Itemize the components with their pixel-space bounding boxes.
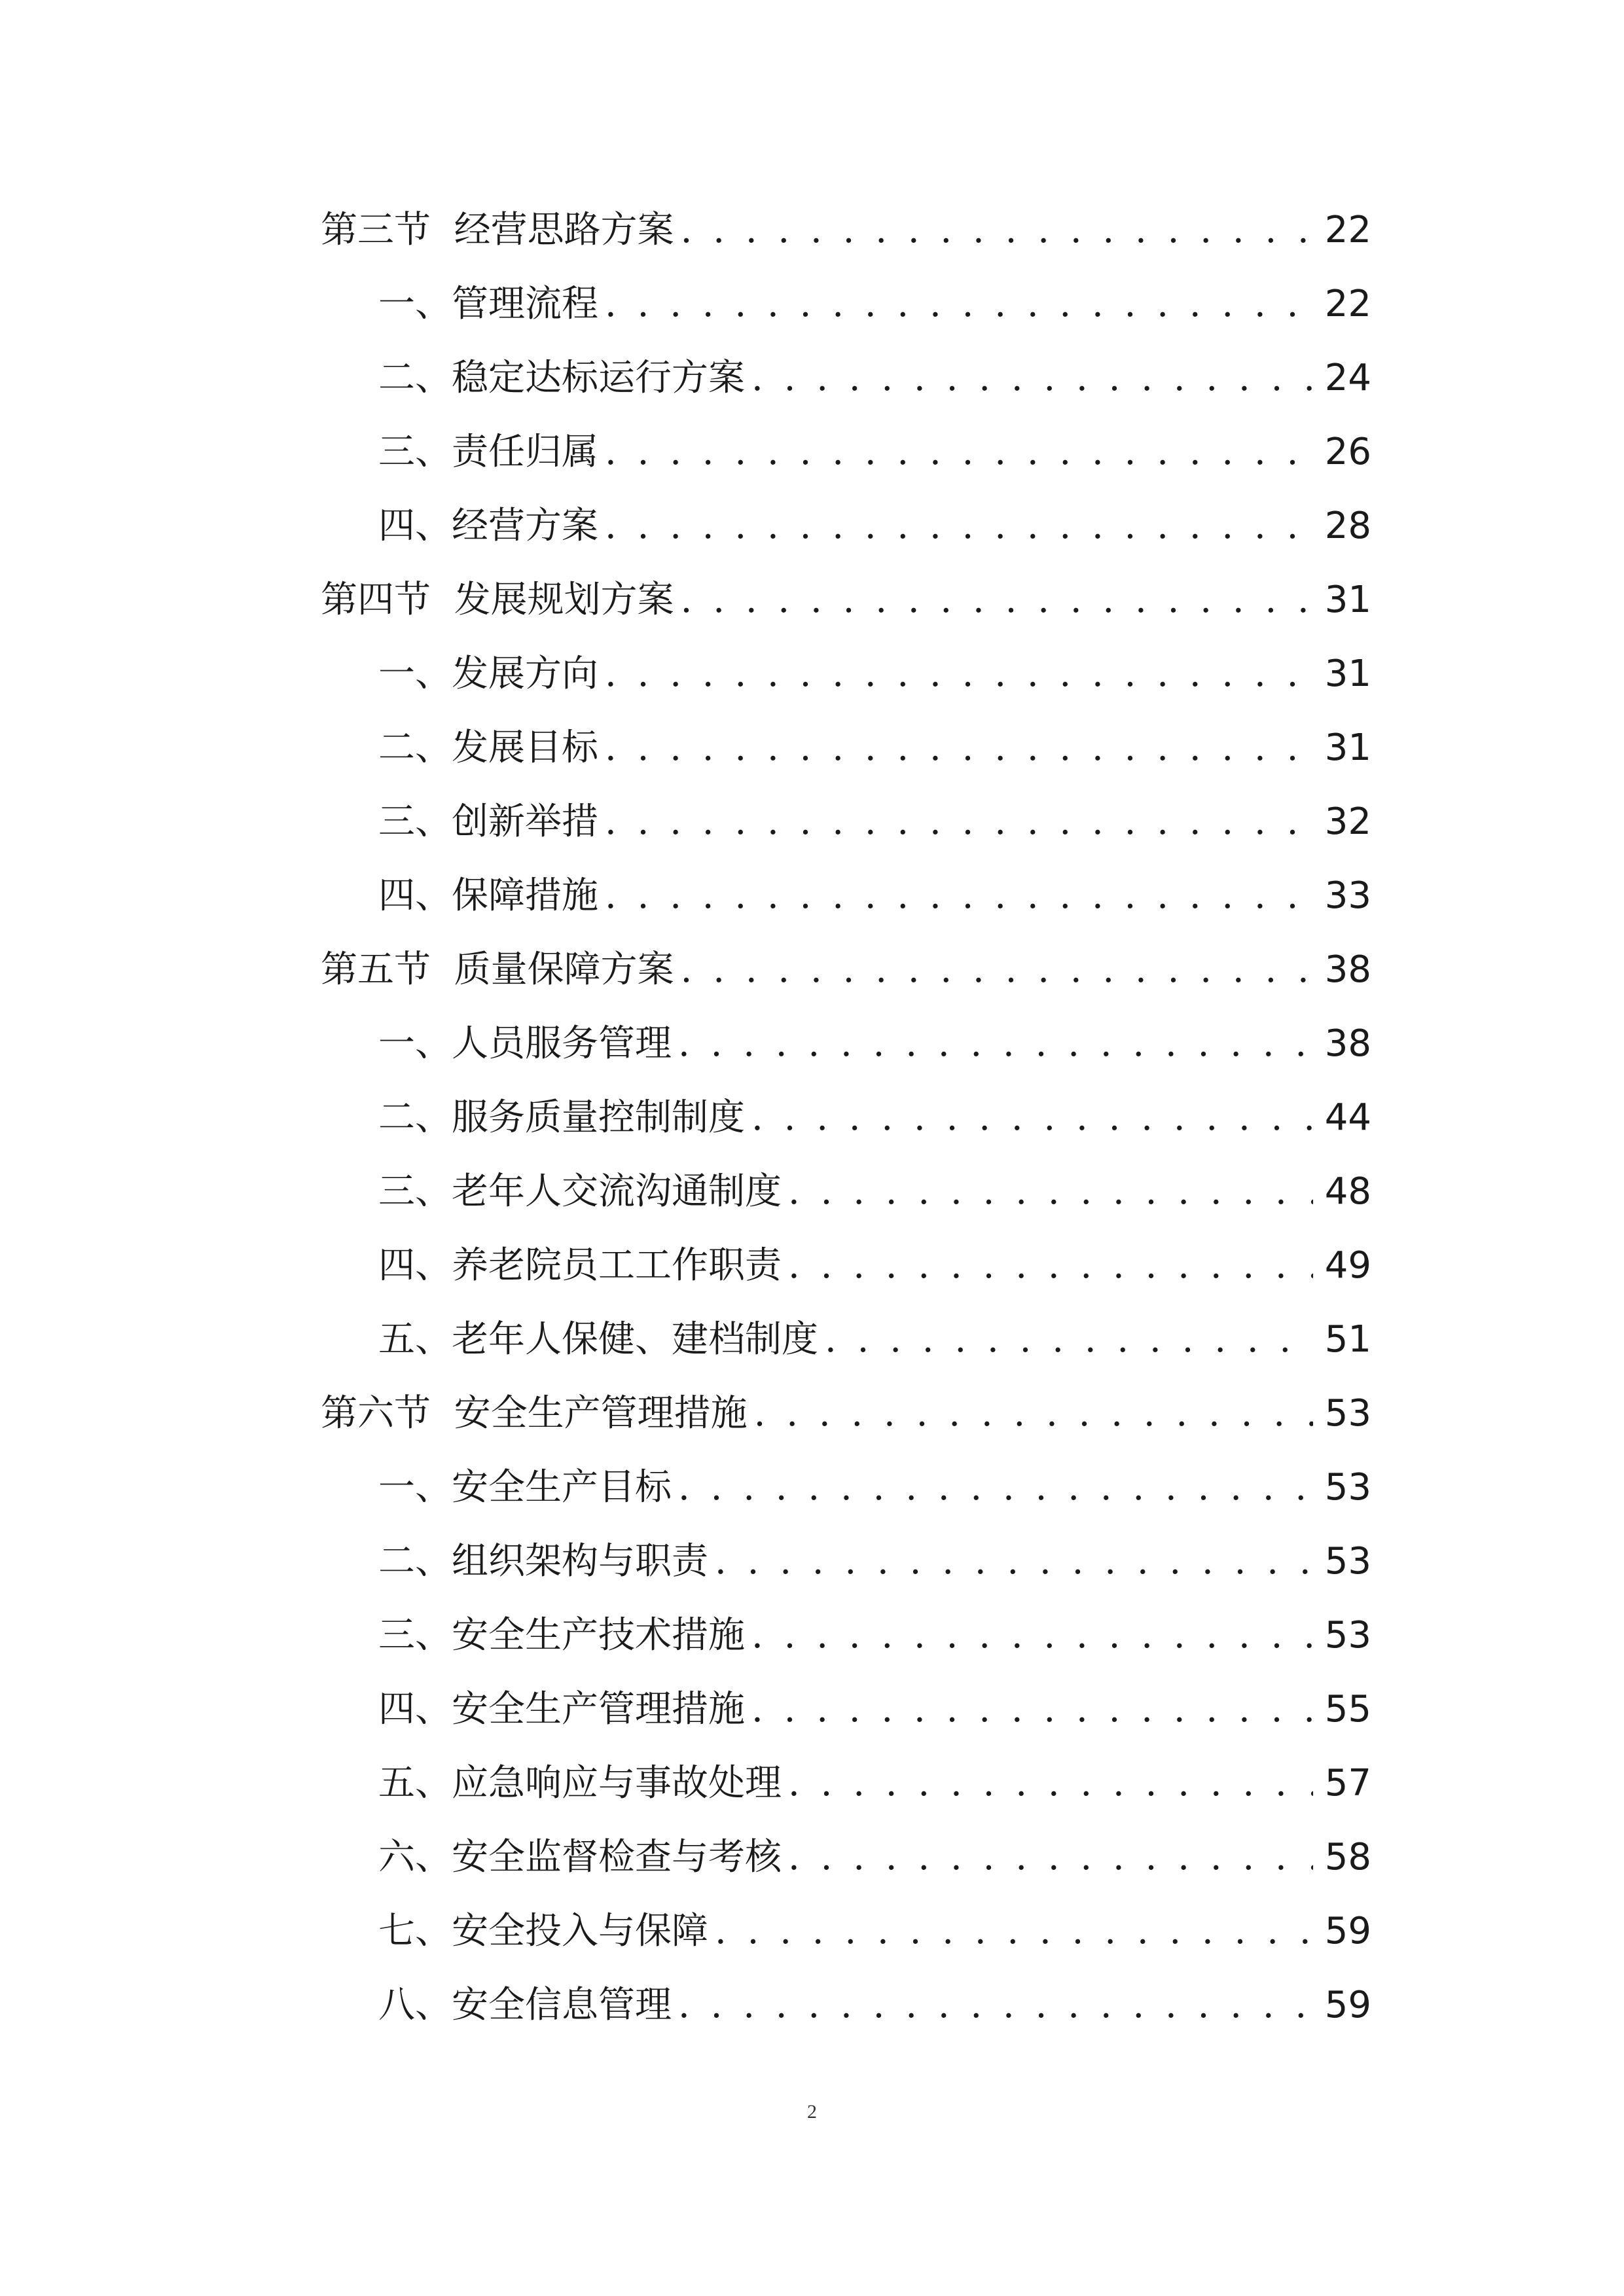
toc-entry-page: 53 — [1324, 1540, 1371, 1583]
toc-entry-section[interactable] — [321, 563, 1371, 637]
toc-dot-leader — [715, 1524, 1313, 1598]
toc-entry-item[interactable] — [321, 1007, 1371, 1081]
toc-entry-page: 59 — [1324, 1984, 1371, 2026]
toc-entry-label: 六、安全监督检查与考核 — [378, 1836, 782, 1878]
toc-entry-page: 57 — [1324, 1762, 1371, 1804]
toc-entry-page: 32 — [1324, 800, 1371, 843]
toc-dot-leader — [788, 1155, 1313, 1229]
toc-entry-label: 四、经营方案 — [378, 505, 598, 547]
toc-entry-item[interactable] — [321, 1450, 1371, 1524]
toc-dot-leader — [751, 1672, 1313, 1746]
toc-entry-section[interactable] — [321, 193, 1371, 267]
toc-entry-label: 二、稳定达标运行方案 — [378, 357, 745, 399]
toc-entry-page: 53 — [1324, 1614, 1371, 1657]
toc-entry-page: 55 — [1324, 1688, 1371, 1731]
toc-dot-leader — [754, 1376, 1313, 1450]
toc-entry-item[interactable] — [321, 1229, 1371, 1302]
toc-entry-label: 一、管理流程 — [378, 283, 598, 325]
toc-entry-label: 第六节 安全生产管理措施 — [321, 1392, 748, 1435]
toc-dot-leader — [678, 1968, 1313, 2042]
toc-entry-label: 三、安全生产技术措施 — [378, 1614, 745, 1657]
toc-entry-item[interactable] — [321, 859, 1371, 933]
toc-dot-leader — [751, 341, 1313, 415]
toc-dot-leader — [788, 1229, 1313, 1302]
page-number: 2 — [807, 2101, 817, 2123]
toc-entry-item[interactable] — [321, 415, 1371, 489]
toc-entry-page: 28 — [1324, 505, 1371, 547]
toc-entry-label: 七、安全投入与保障 — [378, 1910, 708, 1952]
toc-entry-item[interactable] — [321, 1820, 1371, 1894]
toc-dot-leader — [788, 1820, 1313, 1894]
toc-entry-page: 31 — [1324, 726, 1371, 769]
toc-dot-leader — [605, 267, 1313, 341]
toc-dot-leader — [825, 1302, 1313, 1376]
toc-entry-page: 31 — [1324, 579, 1371, 621]
toc-entry-label: 二、服务质量控制制度 — [378, 1096, 745, 1139]
toc-entry-label: 八、安全信息管理 — [378, 1984, 672, 2026]
toc-entry-page: 22 — [1324, 209, 1371, 251]
toc-entry-label: 第五节 质量保障方案 — [321, 948, 674, 991]
toc-entry-label: 三、老年人交流沟通制度 — [378, 1170, 782, 1213]
toc-entry-item[interactable] — [321, 341, 1371, 415]
toc-entry-label: 一、发展方向 — [378, 653, 598, 695]
table-of-contents — [321, 193, 1371, 2042]
toc-dot-leader — [605, 637, 1313, 711]
toc-entry-page: 53 — [1324, 1392, 1371, 1435]
toc-entry-page: 22 — [1324, 283, 1371, 325]
toc-entry-item[interactable] — [321, 1672, 1371, 1746]
toc-entry-item[interactable] — [321, 1524, 1371, 1598]
toc-entry-label: 二、发展目标 — [378, 726, 598, 769]
toc-entry-page: 58 — [1324, 1836, 1371, 1878]
toc-entry-item[interactable] — [321, 1894, 1371, 1968]
toc-entry-label: 第四节 发展规划方案 — [321, 579, 674, 621]
toc-entry-label: 三、责任归属 — [378, 431, 598, 473]
toc-entry-item[interactable] — [321, 1746, 1371, 1820]
toc-entry-item[interactable] — [321, 711, 1371, 785]
toc-dot-leader — [681, 563, 1313, 637]
toc-entry-page: 49 — [1324, 1244, 1371, 1287]
toc-entry-item[interactable] — [321, 1155, 1371, 1229]
toc-dot-leader — [605, 711, 1313, 785]
toc-entry-page: 48 — [1324, 1170, 1371, 1213]
toc-entry-label: 五、应急响应与事故处理 — [378, 1762, 782, 1804]
toc-entry-item[interactable] — [321, 1968, 1371, 2042]
toc-entry-page: 31 — [1324, 653, 1371, 695]
toc-entry-label: 二、组织架构与职责 — [378, 1540, 708, 1583]
toc-entry-item[interactable] — [321, 489, 1371, 563]
toc-entry-page: 26 — [1324, 431, 1371, 473]
toc-dot-leader — [715, 1894, 1313, 1968]
toc-dot-leader — [681, 193, 1313, 267]
toc-entry-label: 一、安全生产目标 — [378, 1466, 672, 1509]
toc-entry-section[interactable] — [321, 933, 1371, 1007]
toc-entry-item[interactable] — [321, 785, 1371, 859]
toc-dot-leader — [605, 785, 1313, 859]
toc-entry-label: 三、创新举措 — [378, 800, 598, 843]
toc-entry-label: 四、保障措施 — [378, 874, 598, 917]
toc-entry-label: 四、安全生产管理措施 — [378, 1688, 745, 1731]
toc-entry-page: 53 — [1324, 1466, 1371, 1509]
toc-dot-leader — [681, 933, 1313, 1007]
toc-entry-page: 44 — [1324, 1096, 1371, 1139]
toc-entry-label: 五、老年人保健、建档制度 — [378, 1318, 818, 1361]
toc-entry-item[interactable] — [321, 1598, 1371, 1672]
toc-dot-leader — [605, 489, 1313, 563]
toc-entry-section[interactable] — [321, 1376, 1371, 1450]
toc-entry-item[interactable] — [321, 267, 1371, 341]
toc-entry-item[interactable] — [321, 637, 1371, 711]
toc-dot-leader — [605, 859, 1313, 933]
toc-entry-page: 33 — [1324, 874, 1371, 917]
toc-entry-label: 四、养老院员工工作职责 — [378, 1244, 782, 1287]
toc-dot-leader — [751, 1081, 1313, 1155]
toc-entry-label: 第三节 经营思路方案 — [321, 209, 674, 251]
toc-entry-item[interactable] — [321, 1302, 1371, 1376]
toc-entry-page: 38 — [1324, 948, 1371, 991]
toc-entry-item[interactable] — [321, 1081, 1371, 1155]
toc-dot-leader — [788, 1746, 1313, 1820]
toc-dot-leader — [678, 1450, 1313, 1524]
toc-dot-leader — [751, 1598, 1313, 1672]
toc-entry-page: 38 — [1324, 1022, 1371, 1065]
toc-entry-page: 24 — [1324, 357, 1371, 399]
toc-entry-page: 59 — [1324, 1910, 1371, 1952]
toc-entry-page: 51 — [1324, 1318, 1371, 1361]
toc-dot-leader — [605, 415, 1313, 489]
toc-dot-leader — [678, 1007, 1313, 1081]
toc-entry-label: 一、人员服务管理 — [378, 1022, 672, 1065]
